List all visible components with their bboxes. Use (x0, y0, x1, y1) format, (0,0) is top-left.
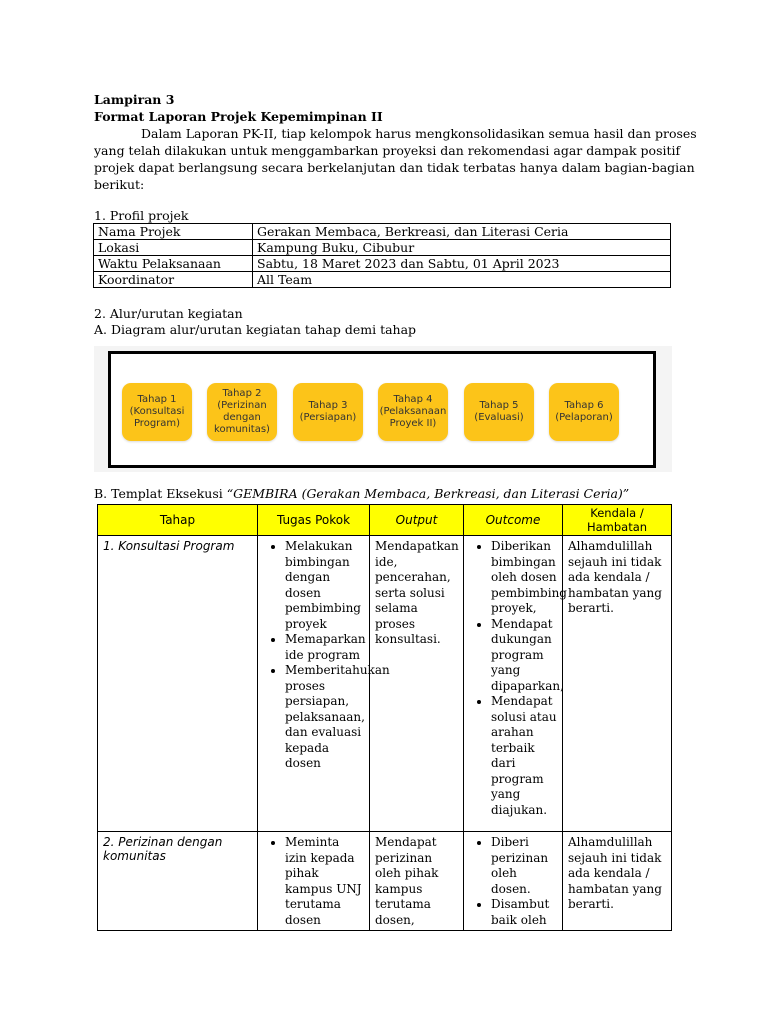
stage-box-1: Tahap 1 (Konsultasi Program) (122, 383, 192, 441)
section-flow-heading: 2. Alur/urutan kegiatan (94, 306, 243, 321)
outcome-cell (464, 536, 567, 832)
profile-row (94, 272, 671, 288)
profile-key: Waktu Pelaksanaan (94, 256, 253, 272)
header-outcome: Outcome (464, 505, 563, 536)
document-title: Format Laporan Projek Kepemimpinan II (94, 109, 383, 124)
stage-text: 2. Perizinan dengan komunitas (103, 835, 223, 863)
list-item: • Melakukan bimbingan dengan dosen pembimbing proyek (285, 539, 364, 632)
profile-value: Gerakan Membaca, Berkreasi, dan Literasi Ceria (253, 224, 671, 240)
attachment-label: Lampiran 3 (94, 92, 175, 107)
output-cell: Mendapatkan ide, pencerahan, serta solusi selama proses konsultasi. (370, 536, 464, 832)
table-row (98, 536, 672, 832)
list-item: • Memberitahukan proses persiapan, pelaksanaan, dan evaluasi kepada dosen (285, 663, 364, 772)
output-cell (370, 832, 464, 931)
section-profile-heading: 1. Profil projek (94, 208, 189, 223)
profile-row (94, 240, 671, 256)
profile-key: Lokasi (94, 240, 253, 256)
intro-line-1: Dalam Laporan PK-II, tiap kelompok harus mengkonsolidasikan semua hasil dan proses (141, 126, 697, 141)
list-item: • Mendapat solusi atau arahan terbaik dari program yang diajukan. (491, 694, 557, 818)
stage-box-2: Tahap 2 (Perizinan dengan komunitas) (207, 383, 277, 441)
header-output: Output (370, 505, 464, 536)
profile-row (94, 256, 671, 272)
list-item: • Meminta izin kepada pihak kampus UNJ terutama dosen (285, 835, 364, 927)
header-obstacle: Kendala / Hambatan (563, 505, 672, 536)
list-item: • Diberikan bimbingan oleh dosen pembimbing proyek, (491, 539, 557, 617)
profile-value: Kampung Buku, Cibubur (253, 240, 671, 256)
list-item: • Memaparkan ide program (285, 632, 364, 663)
obstacle-text: Alhamdulillah sejauh ini tidak ada kendala / hambatan yang berarti. (568, 835, 662, 911)
stage-cell: 1. Konsultasi Program (98, 536, 258, 832)
intro-line-3: projek dapat berlangsung secara berkelanjutan dan tidak terbatas hanya dalam bagian-bagian (94, 160, 695, 175)
tasks-clip (263, 835, 364, 927)
profile-row (94, 224, 671, 240)
obstacle-cell: Alhamdulillah sejauh ini tidak ada kendala / hambatan yang berarti. (563, 536, 672, 832)
outcome-clip (469, 835, 557, 927)
stage-cell (98, 832, 258, 931)
template-heading-prefix: B. Templat Eksekusi (94, 486, 227, 501)
execution-header-row (98, 505, 672, 536)
header-stage: Tahap (98, 505, 258, 536)
intro-line-2: yang telah dilakukan untuk menggambarkan proyeksi dan rekomendasi agar dampak positif (94, 143, 681, 158)
template-heading-title: “GEMBIRA (Gerakan Membaca, Berkreasi, dan Literasi Ceria)” (226, 486, 630, 501)
list-item: • Mendapat dukungan program yang dipaparkan, (491, 617, 557, 695)
profile-value: All Team (253, 272, 671, 288)
tasks-cell (258, 832, 370, 931)
stage-box-4: Tahap 4 (Pelaksanaan Proyek II) (378, 383, 448, 441)
list-item: • Disambut baik oleh (491, 897, 557, 927)
table-row (98, 832, 672, 931)
profile-table (93, 223, 671, 288)
output-text: Mendapat perizinan oleh pihak kampus terutama dosen, (375, 835, 439, 927)
header-tasks: Tugas Pokok (258, 505, 370, 536)
execution-table (97, 504, 672, 931)
section-template-heading (94, 486, 629, 501)
tasks-cell (258, 536, 390, 832)
list-item: • Diberi perizinan oleh dosen. (491, 835, 557, 897)
profile-value: Sabtu, 18 Maret 2023 dan Sabtu, 01 April 2023 (253, 256, 671, 272)
profile-key: Nama Projek (94, 224, 253, 240)
stage-box-3: Tahap 3 (Persiapan) (293, 383, 363, 441)
section-diagram-heading: A. Diagram alur/urutan kegiatan tahap demi tahap (94, 322, 417, 337)
obstacle-cell (563, 832, 672, 931)
stage-box-5: Tahap 5 (Evaluasi) (464, 383, 534, 441)
outcome-cell (464, 832, 563, 931)
stage-box-6: Tahap 6 (Pelaporan) (549, 383, 619, 441)
profile-key: Koordinator (94, 272, 253, 288)
intro-line-4: berikut: (94, 177, 145, 192)
